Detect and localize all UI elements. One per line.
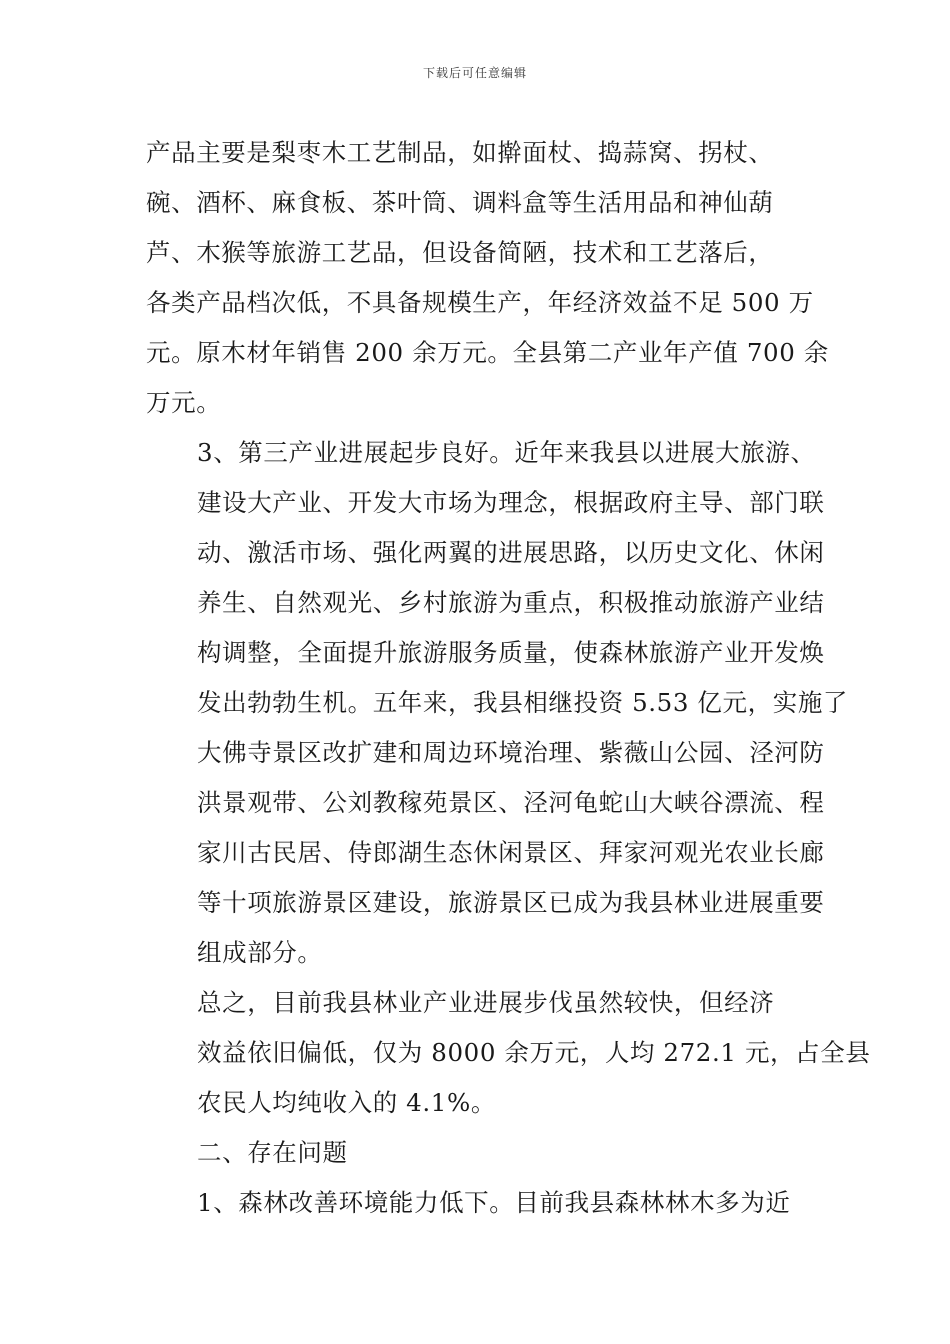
text-line: 动、激活市场、强化两翼的进展思路，以历史文化、休闲	[197, 538, 825, 567]
text-line: 大佛寺景区改扩建和周边环境治理、紫薇山公园、泾河防	[197, 738, 825, 767]
paragraph	[146, 978, 871, 1128]
text-line: 芦、木猴等旅游工艺品，但设备简陋，技术和工艺落后，	[146, 238, 774, 267]
document-body	[146, 128, 871, 1228]
text-line: 农民人均纯收入的 4.1%。	[197, 1088, 496, 1117]
text-line: 元。原木材年销售 200 余万元。全县第二产业年产值 700 余	[146, 338, 829, 367]
text-line: 3、第三产业进展起步良好。近年来我县以进展大旅游、	[197, 438, 816, 467]
text-line: 养生、自然观光、乡村旅游为重点，积极推动旅游产业结	[197, 588, 825, 617]
text-line: 家川古民居、侍郎湖生态休闲景区、拜家河观光农业长廊	[197, 838, 825, 867]
page-header: 下载后可任意编辑	[422, 66, 527, 80]
text-line: 总之，目前我县林业产业进展步伐虽然较快，但经济	[197, 988, 775, 1017]
text-line: 发出勃勃生机。五年来，我县相继投资 5.53 亿元，实施了	[197, 688, 849, 717]
paragraph	[146, 428, 849, 978]
text-line: 产品主要是梨枣木工艺制品，如擀面杖、捣蒜窝、拐杖、	[146, 138, 774, 167]
text-line: 组成部分。	[197, 938, 323, 967]
text-line: 洪景观带、公刘教稼苑景区、泾河龟蛇山大峡谷漂流、程	[197, 788, 825, 817]
text-line: 等十项旅游景区建设，旅游景区已成为我县林业进展重要	[197, 888, 825, 917]
text-line: 1、森林改善环境能力低下。目前我县森林林木多为近	[197, 1188, 791, 1217]
text-line: 碗、酒杯、麻食板、茶叶筒、调料盒等生活用品和神仙葫	[146, 188, 774, 217]
text-line: 建设大产业、开发大市场为理念，根据政府主导、部门联	[197, 488, 825, 517]
text-line: 效益依旧偏低，仅为 8000 余万元，人均 272.1 元，占全县	[197, 1038, 871, 1067]
text-line: 各类产品档次低，不具备规模生产，年经济效益不足 500 万	[146, 288, 814, 317]
text-line: 构调整，全面提升旅游服务质量，使森林旅游产业开发焕	[197, 638, 825, 667]
paragraph	[146, 1128, 810, 1178]
text-line: 万元。	[146, 388, 222, 417]
paragraph	[146, 1178, 810, 1228]
paragraph	[146, 128, 829, 428]
text-line: 二、存在问题	[197, 1138, 348, 1167]
